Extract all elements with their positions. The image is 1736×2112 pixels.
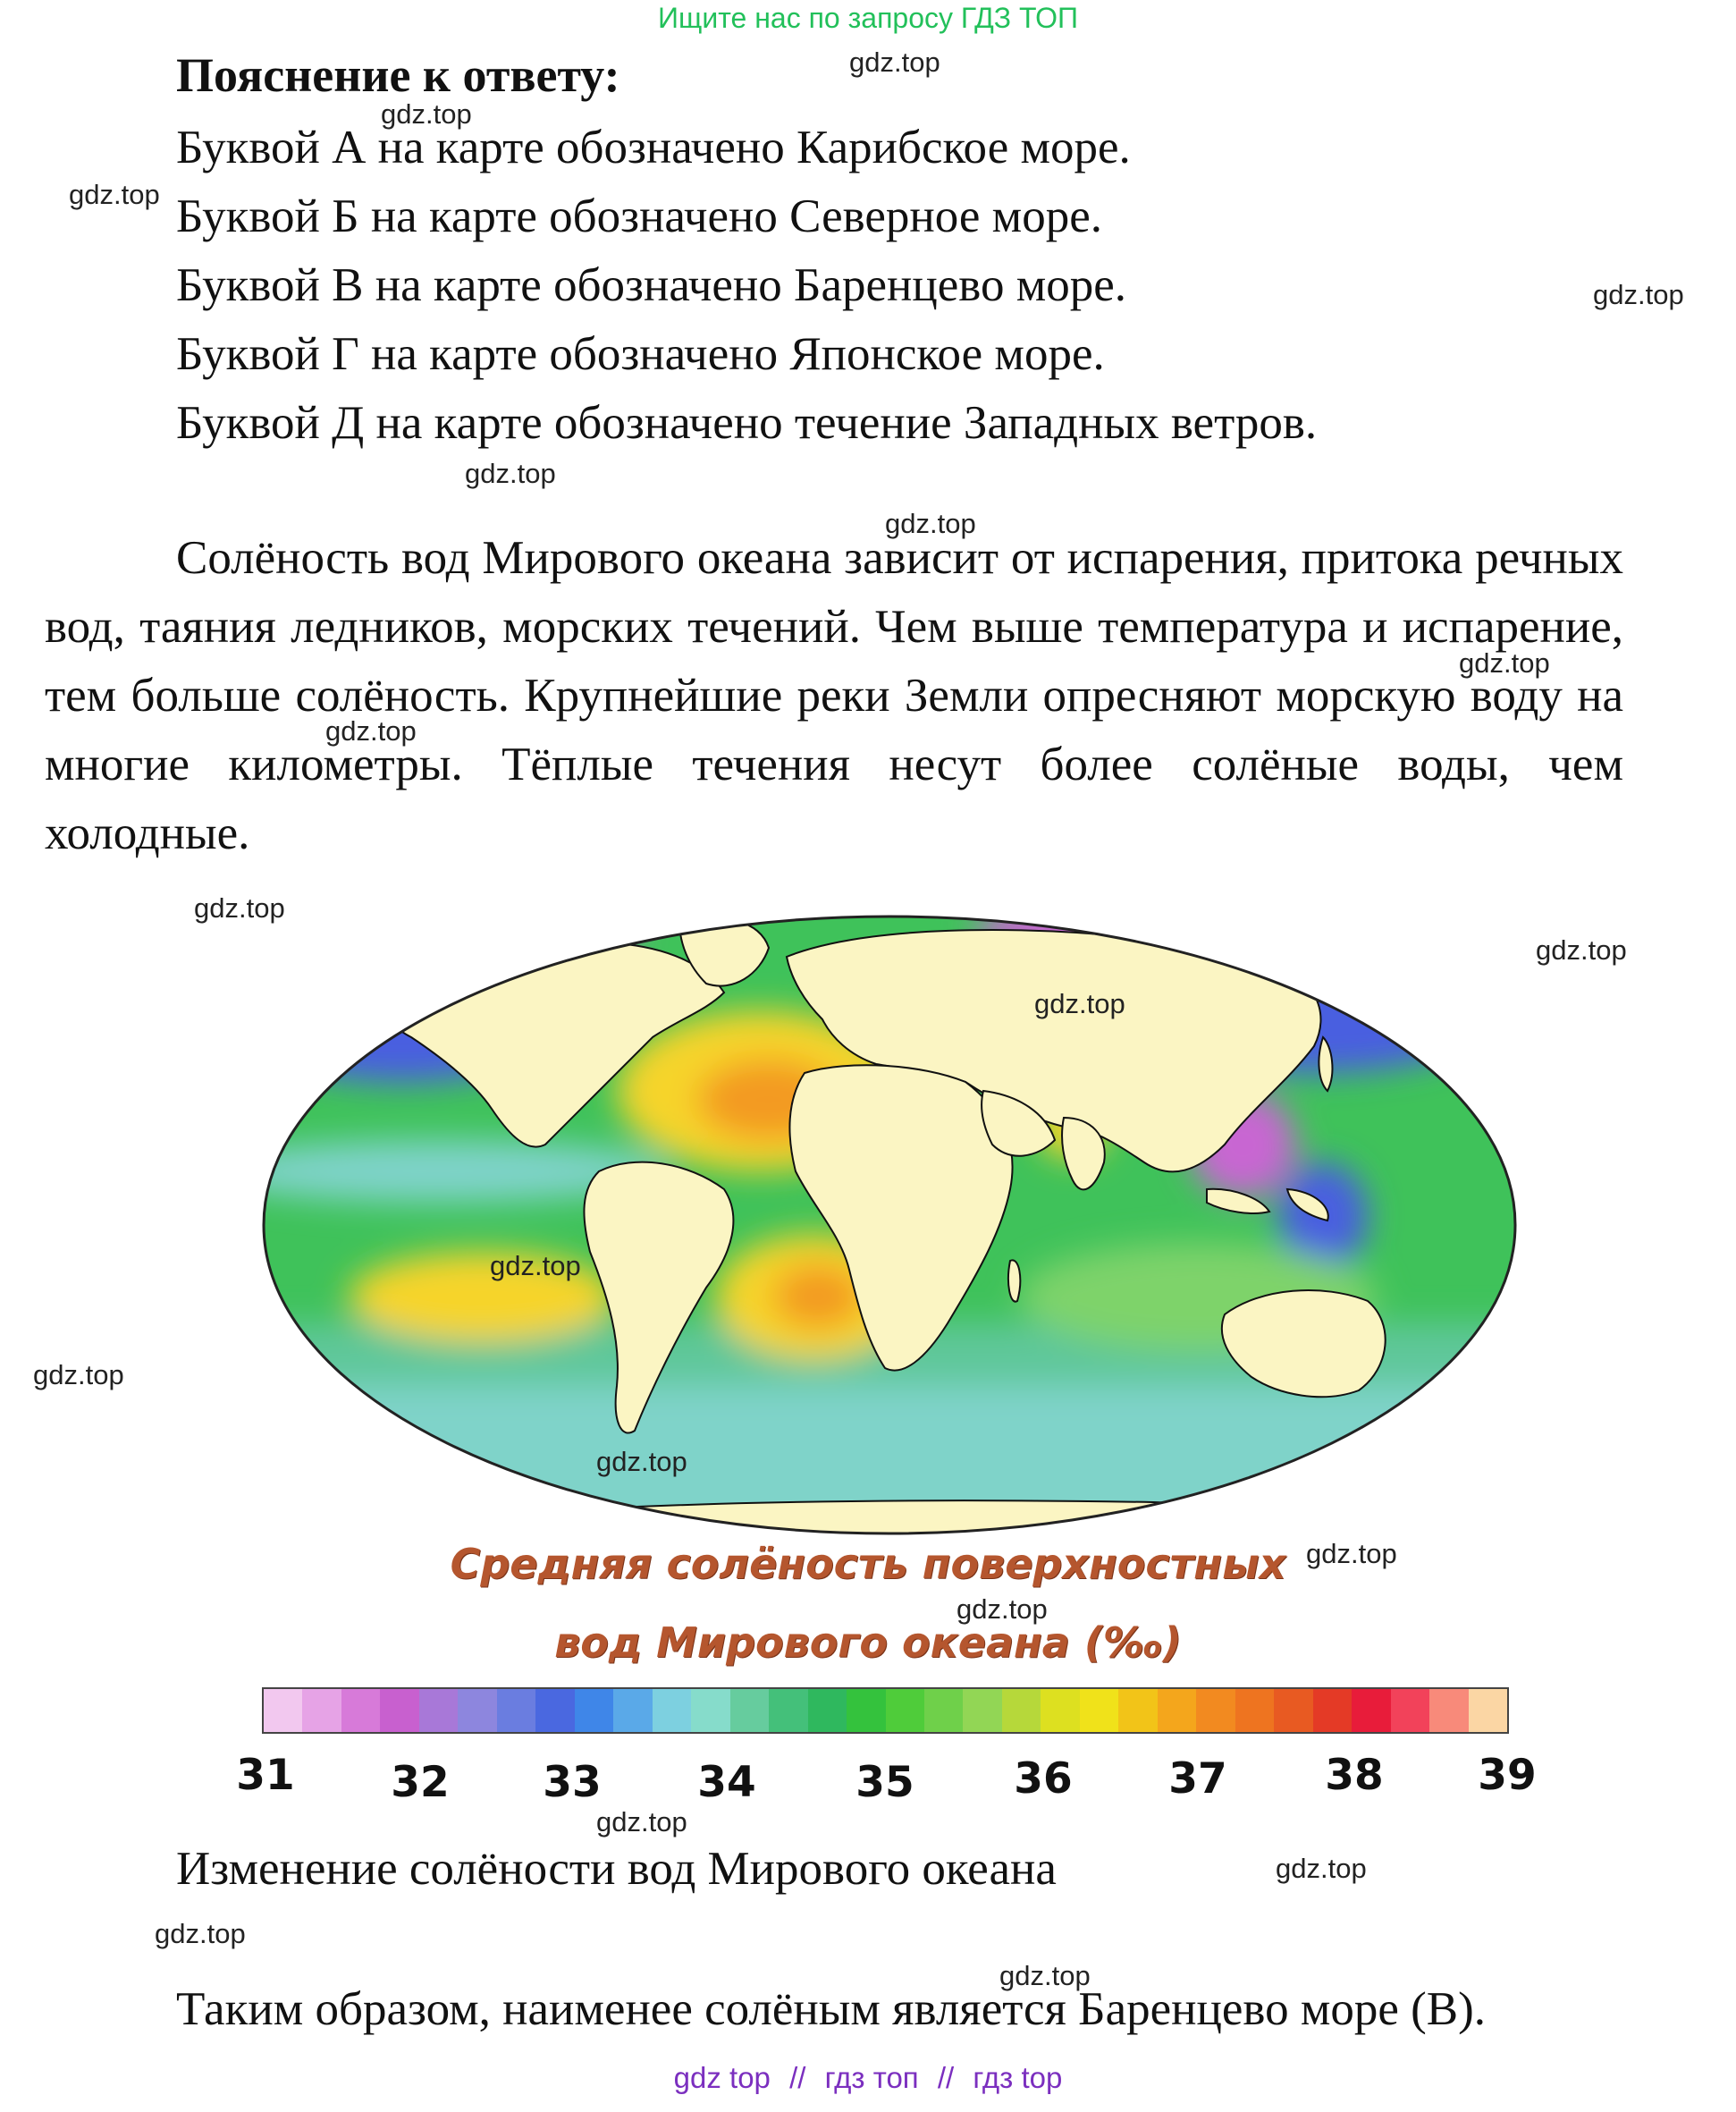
legend-color-cell bbox=[1235, 1689, 1274, 1732]
answer-line-b: Буквой Б на карте обозначено Северное море. bbox=[176, 190, 1102, 242]
salinity-paragraph: Солёность вод Мирового океана зависит от испарения, притока речных вод, таяния ледников, морских течений. Чем выше температура и испарение, тем больше солёность. Крупнейшие реки Земли опресняют морскую воду на многие километры. Тёплые течения несут более солёные воды, чем холодные. bbox=[45, 532, 1623, 859]
legend-color-cell bbox=[1429, 1689, 1468, 1732]
answer-line-g: Буквой Г на карте обозначено Японское море. bbox=[176, 328, 1105, 380]
legend-tick-32: 32 bbox=[391, 1758, 450, 1807]
watermark: gdz.top bbox=[381, 98, 472, 130]
legend-tick-34: 34 bbox=[697, 1758, 756, 1807]
watermark: gdz.top bbox=[956, 1593, 1048, 1625]
top-banner[interactable]: Ищите нас по запросу ГДЗ ТОП bbox=[658, 2, 1078, 34]
legend-tick-31: 31 bbox=[236, 1751, 295, 1800]
answer-line-a: Буквой А на карте обозначено Карибское море. bbox=[176, 122, 1131, 173]
legend-color-cell bbox=[1002, 1689, 1041, 1732]
legend-color-cell bbox=[575, 1689, 613, 1732]
watermark: gdz.top bbox=[596, 1446, 687, 1477]
legend-color-cell bbox=[1118, 1689, 1157, 1732]
map-caption-line2: вод Мирового океана (‰) bbox=[554, 1618, 1182, 1667]
legend-color-cell bbox=[613, 1689, 652, 1732]
map-caption-line1: Средняя солёность поверхностных bbox=[450, 1540, 1286, 1588]
footer-links bbox=[0, 2061, 1736, 2095]
watermark: gdz.top bbox=[1034, 988, 1125, 1019]
watermark: gdz.top bbox=[1276, 1853, 1367, 1884]
legend-color-cell bbox=[497, 1689, 535, 1732]
watermark: gdz.top bbox=[490, 1250, 581, 1281]
legend-tick-38: 38 bbox=[1325, 1751, 1384, 1800]
legend-color-cell bbox=[963, 1689, 1001, 1732]
footer-separator: // bbox=[789, 2061, 806, 2094]
legend-color-cell bbox=[886, 1689, 924, 1732]
watermark: gdz.top bbox=[596, 1806, 687, 1837]
legend-color-cell bbox=[264, 1689, 302, 1732]
footer-link-gdz-top-mixed[interactable]: гдз top bbox=[973, 2061, 1063, 2094]
answer-line-v: Буквой В на карте обозначено Баренцево море. bbox=[176, 259, 1127, 311]
legend-color-cell bbox=[730, 1689, 769, 1732]
legend-color-cell bbox=[1196, 1689, 1235, 1732]
footer-link-gdz-top[interactable]: gdz top bbox=[673, 2061, 771, 2094]
legend-tick-37: 37 bbox=[1168, 1754, 1227, 1804]
legend-color-cell bbox=[847, 1689, 885, 1732]
salinity-color-legend bbox=[262, 1687, 1509, 1734]
legend-color-cell bbox=[1391, 1689, 1429, 1732]
footer-link-gdz-top-ru[interactable]: гдз топ bbox=[824, 2061, 919, 2094]
watermark: gdz.top bbox=[325, 715, 417, 747]
legend-tick-33: 33 bbox=[543, 1758, 602, 1807]
figure-caption: Изменение солёности вод Мирового океана bbox=[176, 1843, 1057, 1895]
watermark: gdz.top bbox=[1536, 934, 1627, 966]
legend-tick-36: 36 bbox=[1014, 1754, 1073, 1804]
legend-color-cell bbox=[302, 1689, 341, 1732]
legend-color-cell bbox=[808, 1689, 847, 1732]
legend-color-cell bbox=[924, 1689, 963, 1732]
watermark: gdz.top bbox=[33, 1359, 124, 1390]
answer-heading: Пояснение к ответу: bbox=[176, 48, 620, 102]
salinity-world-map bbox=[259, 903, 1520, 1547]
legend-color-cell bbox=[380, 1689, 418, 1732]
legend-color-cell bbox=[1313, 1689, 1352, 1732]
legend-color-cell bbox=[341, 1689, 380, 1732]
answer-line-d: Буквой Д на карте обозначено течение Западных ветров. bbox=[176, 397, 1318, 449]
watermark: gdz.top bbox=[849, 46, 940, 78]
legend-color-cell bbox=[1274, 1689, 1312, 1732]
watermark: gdz.top bbox=[999, 1960, 1091, 1991]
legend-color-cell bbox=[769, 1689, 807, 1732]
watermark: gdz.top bbox=[1306, 1538, 1397, 1569]
watermark: gdz.top bbox=[69, 179, 160, 210]
legend-color-cell bbox=[458, 1689, 496, 1732]
legend-color-cell bbox=[1469, 1689, 1507, 1732]
watermark: gdz.top bbox=[194, 892, 285, 924]
legend-tick-39: 39 bbox=[1478, 1751, 1537, 1800]
footer-separator: // bbox=[937, 2061, 955, 2094]
legend-color-cell bbox=[1352, 1689, 1390, 1732]
watermark: gdz.top bbox=[885, 508, 976, 539]
legend-color-cell bbox=[691, 1689, 729, 1732]
legend-color-cell bbox=[1080, 1689, 1118, 1732]
legend-tick-35: 35 bbox=[855, 1758, 914, 1807]
conclusion-text: Таким образом, наименее солёным является Баренцево море (В). bbox=[176, 1983, 1487, 2035]
watermark: gdz.top bbox=[465, 458, 556, 489]
watermark: gdz.top bbox=[1459, 647, 1550, 679]
legend-color-cell bbox=[1041, 1689, 1079, 1732]
legend-color-cell bbox=[535, 1689, 574, 1732]
legend-color-cell bbox=[419, 1689, 458, 1732]
watermark: gdz.top bbox=[1593, 279, 1684, 310]
watermark: gdz.top bbox=[155, 1918, 246, 1949]
legend-color-cell bbox=[1158, 1689, 1196, 1732]
legend-color-cell bbox=[653, 1689, 691, 1732]
